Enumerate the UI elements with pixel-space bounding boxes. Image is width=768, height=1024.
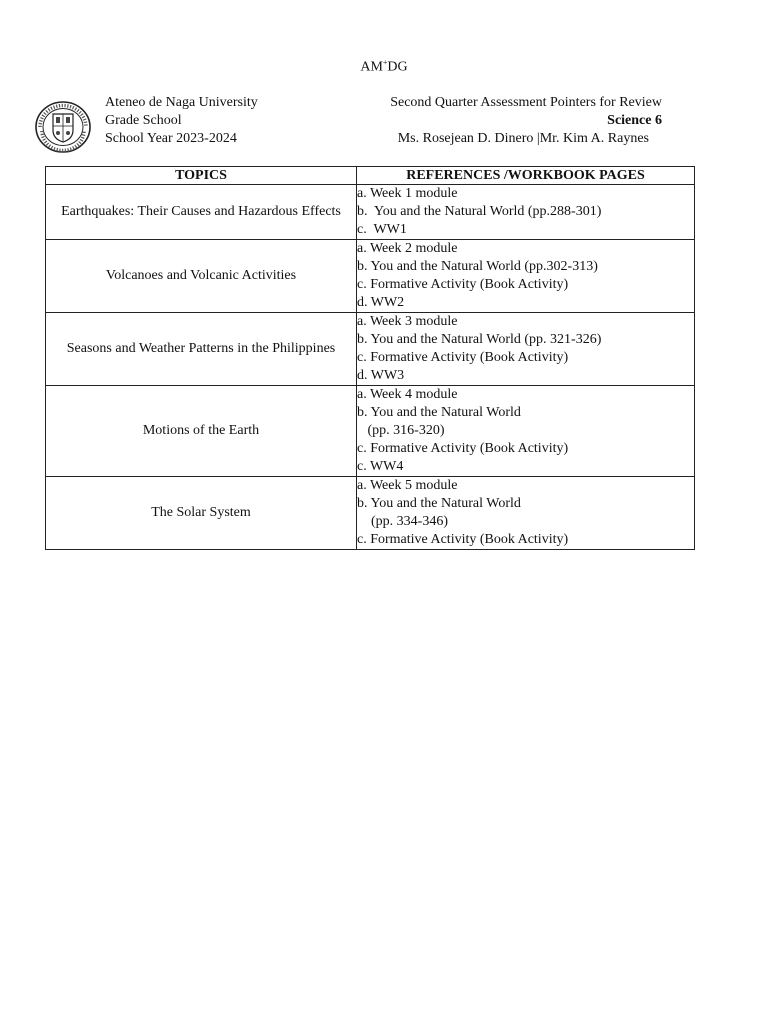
reference-item: b. You and the Natural World (pp.302-313) (357, 259, 598, 274)
table-row (46, 477, 695, 550)
pointers-table (45, 166, 695, 550)
reference-item: c. Formative Activity (Book Activity) (357, 277, 569, 292)
header-references: REFERENCES /WORKBOOK PAGES (357, 167, 695, 185)
reference-item: a. Week 1 module (357, 186, 458, 201)
references-cell (357, 185, 695, 240)
reference-item: (pp. 316-320) (357, 423, 445, 438)
teachers-line: Ms. Rosejean D. Dinero |Mr. Kim A. Raynes (397, 131, 649, 146)
reference-item: b. You and the Natural World (pp.288-301) (357, 204, 602, 219)
reference-item: b. You and the Natural World (357, 496, 521, 511)
table-row (46, 313, 695, 386)
header-topics: TOPICS (46, 167, 357, 185)
reference-item: b. You and the Natural World (pp. 321-326) (357, 332, 602, 347)
topic-cell: Seasons and Weather Patterns in the Philippines (46, 313, 357, 386)
reference-item: (pp. 334-346) (357, 514, 448, 529)
reference-item: a. Week 4 module (357, 387, 458, 402)
references-cell (357, 477, 695, 550)
topic-cell: Earthquakes: Their Causes and Hazardous Effects (46, 185, 357, 240)
assessment-info (390, 94, 662, 148)
reference-item: d. WW3 (357, 368, 405, 383)
reference-item: a. Week 2 module (357, 241, 458, 256)
topic-cell: The Solar System (46, 477, 357, 550)
school-seal-logo (34, 100, 92, 154)
amdg-main: AM (360, 59, 383, 75)
school-name: Ateneo de Naga University (105, 95, 258, 110)
reference-item: a. Week 5 module (357, 478, 458, 493)
amdg-header (0, 58, 768, 76)
reference-item: b. You and the Natural World (357, 405, 521, 420)
amdg-end: DG (387, 59, 408, 75)
assessment-title: Second Quarter Assessment Pointers for Review (390, 95, 662, 110)
table-header-row (46, 167, 695, 185)
reference-item: c. Formative Activity (Book Activity) (357, 441, 569, 456)
references-cell (357, 240, 695, 313)
table-row (46, 386, 695, 477)
references-cell (357, 386, 695, 477)
table-row (46, 240, 695, 313)
school-year: School Year 2023-2024 (105, 131, 237, 146)
topic-cell: Motions of the Earth (46, 386, 357, 477)
reference-item: a. Week 3 module (357, 314, 458, 329)
reference-item: c. WW1 (357, 222, 407, 237)
reference-item: c. Formative Activity (Book Activity) (357, 350, 569, 365)
reference-item: c. Formative Activity (Book Activity) (357, 532, 569, 547)
table-row (46, 185, 695, 240)
subject-label: Science 6 (607, 113, 662, 128)
reference-item: d. WW2 (357, 295, 405, 310)
references-cell (357, 313, 695, 386)
school-info (105, 94, 258, 148)
school-department: Grade School (105, 113, 182, 128)
amdg-cross: + (382, 58, 388, 67)
topic-cell: Volcanoes and Volcanic Activities (46, 240, 357, 313)
reference-item: c. WW4 (357, 459, 404, 474)
